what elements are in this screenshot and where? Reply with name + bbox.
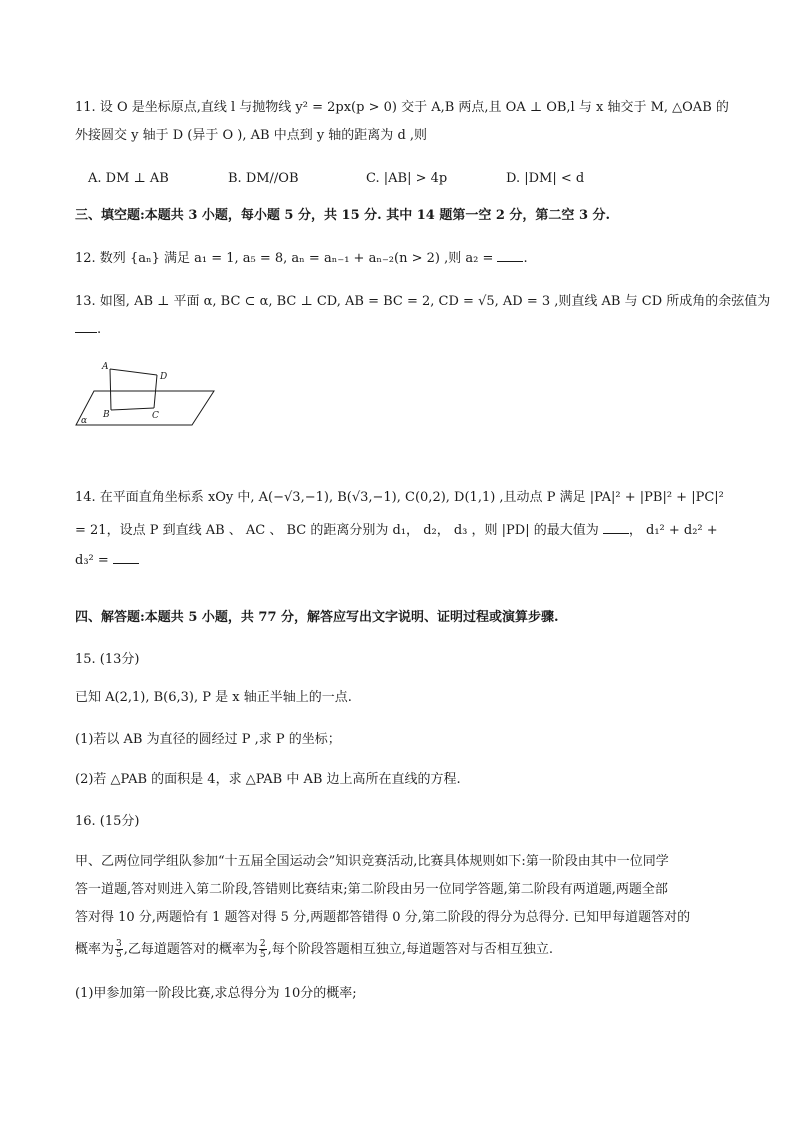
q12-body: 12. 数列 {aₙ} 满足 a₁ = 1, a₅ = 8, aₙ = aₙ₋₁ + aₙ₋₂(n > 2) ,则 a₂ = — [75, 251, 494, 266]
q12-end: . — [523, 251, 528, 266]
q14-answer-blank-2 — [113, 551, 139, 564]
segment-ab — [110, 369, 111, 410]
label-alpha: α — [81, 416, 88, 426]
q11-option-c: C. |AB| > 4p — [366, 171, 448, 186]
q15-header: 15. (13分) — [75, 652, 140, 667]
q15-part2: (2)若 △PAB 的面积是 4，求 △PAB 中 AB 边上高所在直线的方程. — [75, 772, 461, 787]
section-4-heading: 四、解答题:本题共 5 小题，共 77 分，解答应写出文字说明、证明过程或演算步骤. — [75, 610, 559, 625]
label-a: A — [102, 362, 109, 372]
q11-line2: 外接圆交 y 轴于 D (异于 O ), AB 中点到 y 轴的距离为 d ,则 — [75, 128, 428, 143]
q16-line4 — [75, 937, 553, 963]
q16-line1: 甲、乙两位同学组队参加“十五届全国运动会”知识竞赛活动,比赛具体规则如下:第一阶段由其中一位同学 — [75, 854, 669, 869]
segment-bc — [111, 408, 154, 410]
label-d: D — [160, 372, 168, 382]
q11-option-a: A. DM ⊥ AB — [88, 171, 169, 186]
section-3-heading: 三、填空题:本题共 3 小题，每小题 5 分，共 15 分. 其中 14 题第一空 2 分，第二空 3 分. — [75, 208, 611, 223]
q14-line3 — [75, 551, 139, 570]
q14-line2-tail: ， d₁² + d₂² + — [628, 523, 718, 538]
fraction-2-denominator: 5 — [259, 950, 266, 960]
fraction-1-numerator: 3 — [116, 939, 122, 949]
segment-ad — [110, 369, 157, 375]
q11-option-b: B. DM//OB — [228, 171, 299, 186]
q16-header: 16. (15分) — [75, 814, 140, 829]
q16-line4-c: ,每个阶段答题相互独立,每道题答对与否相互独立. — [267, 942, 554, 957]
q15-part1: (1)若以 AB 为直径的圆经过 P ,求 P 的坐标； — [75, 732, 341, 747]
q13-blank-line — [75, 320, 101, 339]
q14-line1: 14. 在平面直角坐标系 xOy 中, A(−√3,−1), B(√3,−1), C(0,2), D(1,1) ,且动点 P 满足 |PA|² + |PB|² + |PC|² — [75, 490, 724, 505]
q11-line1: 11. 设 O 是坐标原点,直线 l 与抛物线 y² = 2px(p > 0) 交于 A,B 两点,且 OA ⊥ OB,l 与 x 轴交于 M, △OAB 的 — [75, 100, 729, 115]
q13-end: . — [97, 322, 102, 337]
fraction-1-denominator: 5 — [116, 950, 122, 960]
fraction-three-fifths — [115, 939, 123, 960]
label-b: B — [103, 410, 110, 420]
fraction-2-numerator: 2 — [259, 939, 266, 949]
q15-intro: 已知 A(2,1), B(6,3), P 是 x 轴正半轴上的一点. — [75, 690, 352, 705]
q12-answer-blank — [497, 249, 523, 262]
q16-line4-a: 概率为 — [75, 942, 115, 957]
q16-line2: 答一道题,答对则进入第二阶段,答错则比赛结束;第二阶段由另一位同学答题,第二阶段有两道题,两题全部 — [75, 882, 668, 897]
q13-answer-blank — [75, 320, 97, 333]
q14-line2-body: = 21，设点 P 到直线 AB 、 AC 、 BC 的距离分别为 d₁， d₂， d₃ ，则 |PD| 的最大值为 — [75, 523, 599, 538]
label-c: C — [152, 411, 159, 421]
q14-line3-body: d₃² = — [75, 553, 109, 568]
fraction-two-fifths — [259, 939, 267, 960]
q11-option-d: D. |DM| < d — [506, 171, 585, 186]
q14-line2 — [75, 521, 718, 540]
q13-figure — [70, 355, 220, 435]
q12-text — [75, 249, 528, 268]
q16-line3: 答对得 10 分,两题恰有 1 题答对得 5 分,两题都答错得 0 分,第二阶段的得分为总得分. 已知甲每道题答对的 — [75, 910, 691, 925]
q13-text: 13. 如图, AB ⊥ 平面 α, BC ⊂ α, BC ⊥ CD, AB = BC = 2, CD = √5, AD = 3 ,则直线 AB 与 CD 所成角的余弦值为 — [75, 294, 771, 309]
q14-answer-blank-1 — [603, 521, 629, 534]
q16-part1: (1)甲参加第一阶段比赛,求总得分为 10分的概率; — [75, 986, 357, 1001]
q16-line4-b: ,乙每道题答对的概率为 — [123, 942, 258, 957]
